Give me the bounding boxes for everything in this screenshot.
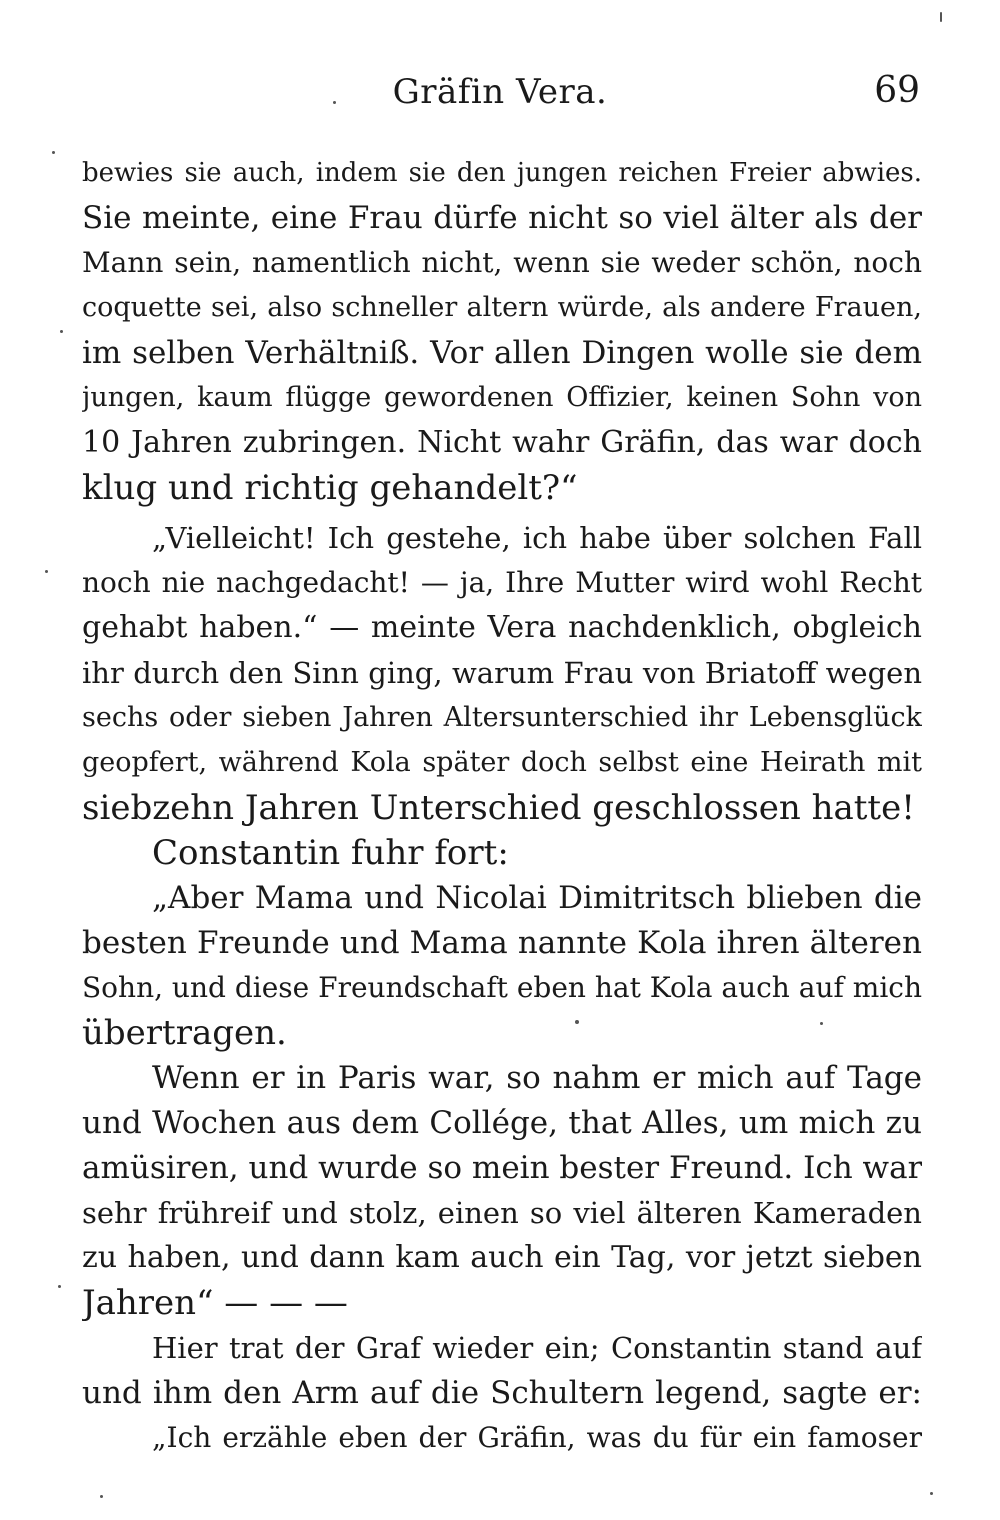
text-line: coquette sei, also schneller altern würde, als andere Frauen, bbox=[82, 292, 922, 323]
text-line: „Vielleicht! Ich gestehe, ich habe über solchen Fall bbox=[152, 521, 922, 555]
text-line: Wenn er in Paris war, so nahm er mich auf Tage bbox=[152, 1060, 922, 1096]
text-line: klug und richtig gehandelt?“ bbox=[82, 468, 578, 508]
page-number: 69 bbox=[874, 70, 920, 111]
text-line: Sie meinte, eine Frau dürfe nicht so viel älter als der bbox=[82, 200, 922, 236]
scan-speck bbox=[333, 101, 336, 104]
text-line: ihr durch den Sinn ging, warum Frau von Briatoff wegen bbox=[82, 656, 922, 690]
scan-speck bbox=[45, 570, 48, 573]
scan-speck bbox=[575, 1020, 579, 1024]
scan-speck bbox=[930, 1492, 933, 1495]
scan-speck bbox=[100, 1495, 103, 1498]
text-line: „Aber Mama und Nicolai Dimitritsch blieben die bbox=[152, 880, 922, 916]
scan-speck bbox=[52, 151, 55, 154]
text-line: siebzehn Jahren Unterschied geschlossen hatte! bbox=[82, 788, 915, 828]
text-line: „Ich erzähle eben der Gräfin, was du für ein famoser bbox=[152, 1421, 922, 1454]
text-line: amüsiren, und wurde so mein bester Freund. Ich war bbox=[82, 1150, 922, 1186]
text-line: Sohn, und diese Freundschaft eben hat Kola auch auf mich bbox=[82, 971, 922, 1004]
text-line: sehr frühreif und stolz, einen so viel älteren Kameraden bbox=[82, 1196, 922, 1230]
text-line: Mann sein, namentlich nicht, wenn sie weder schön, noch bbox=[82, 246, 922, 279]
text-line: Jahren“ — — — bbox=[82, 1283, 348, 1323]
text-line: und ihm den Arm auf die Schultern legend, sagte er: bbox=[82, 1375, 922, 1411]
text-line: 10 Jahren zubringen. Nicht wahr Gräfin, das war doch bbox=[82, 425, 922, 460]
scan-speck bbox=[940, 12, 942, 22]
text-line: Hier trat der Graf wieder ein; Constantin stand auf bbox=[152, 1331, 922, 1365]
text-line: übertragen. bbox=[82, 1013, 287, 1053]
scan-speck bbox=[820, 1022, 823, 1025]
running-header-title: Gräfin Vera. bbox=[392, 72, 608, 112]
text-line: besten Freunde und Mama nannte Kola ihren älteren bbox=[82, 925, 922, 961]
text-line: noch nie nachgedacht! — ja, Ihre Mutter wird wohl Recht bbox=[82, 566, 922, 599]
text-line: sechs oder sieben Jahren Altersunterschied ihr Lebensglück bbox=[82, 702, 922, 733]
text-line: im selben Verhältniß. Vor allen Dingen wolle sie dem bbox=[82, 335, 922, 371]
text-line: zu haben, und dann kam auch ein Tag, vor jetzt sieben bbox=[82, 1240, 922, 1275]
text-line: und Wochen aus dem Collége, that Alles, um mich zu bbox=[82, 1105, 922, 1141]
text-line: bewies sie auch, indem sie den jungen reichen Freier abwies. bbox=[82, 158, 922, 188]
scan-speck bbox=[60, 330, 63, 333]
text-line: gehabt haben.“ — meinte Vera nachdenklich, obgleich bbox=[82, 610, 922, 645]
text-line: geopfert, während Kola später doch selbst eine Heirath mit bbox=[82, 747, 922, 778]
scan-speck bbox=[58, 1285, 61, 1288]
text-line: jungen, kaum flügge gewordenen Offizier, keinen Sohn von bbox=[82, 382, 922, 413]
text-line: Constantin fuhr fort: bbox=[152, 833, 509, 873]
